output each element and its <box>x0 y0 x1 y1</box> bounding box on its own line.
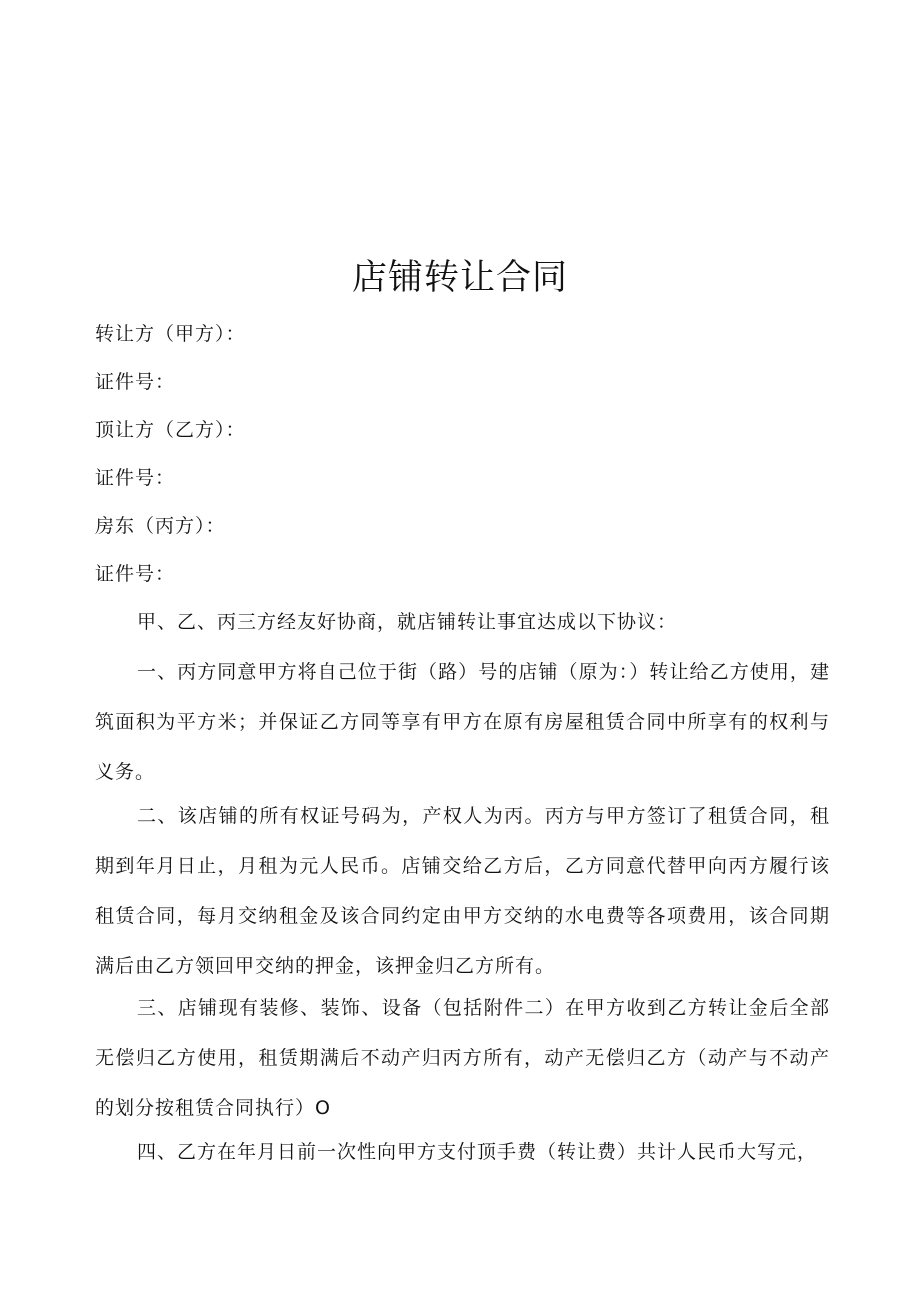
transferee-field-label: 顶让方（乙方）： <box>95 419 246 441</box>
clause-2-paragraph: 二、该店铺的所有权证号码为，产权人为丙。丙方与甲方签订了租赁合同，租期到年月日止，月租为元人民币。店铺交给乙方后，乙方同意代替甲向丙方履行该租赁合同，每月交纳租金及该合同约定由甲方交纳的水电费等各项费用，该合同期满后由乙方领回甲交纳的押金，该押金归乙方所有。 <box>95 805 830 977</box>
transferor-field-label: 转让方（甲方）： <box>95 323 246 345</box>
landlord-field-label: 房东（丙方）： <box>95 515 226 537</box>
transferor-id-label: 证件号： <box>95 371 176 393</box>
clause-4-paragraph: 四、乙方在年月日前一次性向甲方支付顶手费（转让费）共计人民币大写元， <box>137 1141 818 1163</box>
landlord-id-label: 证件号： <box>95 563 176 585</box>
document-title: 店铺转让合同 <box>351 258 568 298</box>
clause-1-paragraph: 一、丙方同意甲方将自己位于街（路）号的店铺（原为：）转让给乙方使用，建筑面积为平方米；并保证乙方同等享有甲方在原有房屋租赁合同中所享有的权利与义务。 <box>95 661 830 783</box>
transferee-id-label: 证件号： <box>95 467 176 489</box>
clause-3-paragraph: 三、店铺现有装修、装饰、设备（包括附件二）在甲方收到乙方转让金后全部无偿归乙方使用，租赁期满后不动产归丙方所有，动产无偿归乙方（动产与不动产的划分按租赁合同执行）O <box>95 997 830 1119</box>
intro-paragraph: 甲、乙、丙三方经友好协商，就店铺转让事宜达成以下协议： <box>137 611 678 633</box>
